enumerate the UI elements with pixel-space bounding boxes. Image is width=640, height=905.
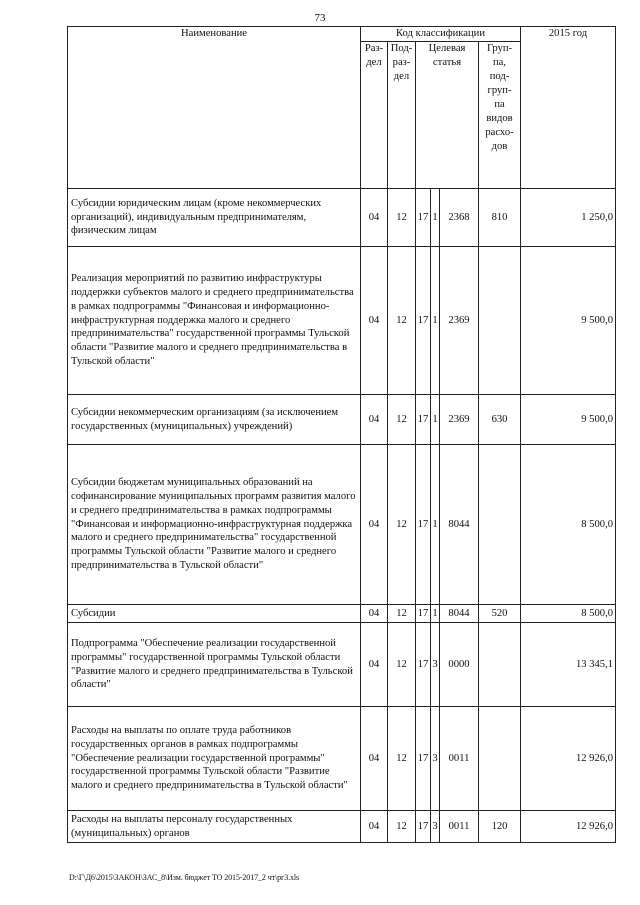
row-razdel: 04 bbox=[361, 605, 388, 623]
row-cs-subprogram: 1 bbox=[431, 445, 440, 605]
row-amount: 9 500,0 bbox=[521, 247, 616, 395]
row-podrazdel: 12 bbox=[388, 623, 416, 707]
row-cs-item: 0000 bbox=[440, 623, 479, 707]
row-amount: 1 250,0 bbox=[521, 189, 616, 247]
header-code: Код классификации bbox=[361, 27, 521, 42]
row-cs-item: 2368 bbox=[440, 189, 479, 247]
row-razdel: 04 bbox=[361, 623, 388, 707]
row-razdel: 04 bbox=[361, 189, 388, 247]
row-gruppa bbox=[479, 707, 521, 811]
row-podrazdel: 12 bbox=[388, 189, 416, 247]
row-name: Субсидии юридическим лицам (кроме некоммерческих организаций), индивидуальным предпринимателям, физическим лицам bbox=[68, 189, 361, 247]
row-name: Подпрограмма "Обеспечение реализации государственной программы" государственной программы Тульской области "Развитие малого и среднего предпринимательства в Тульской области" bbox=[68, 623, 361, 707]
row-amount: 9 500,0 bbox=[521, 395, 616, 445]
row-amount: 8 500,0 bbox=[521, 605, 616, 623]
row-cs-subprogram: 3 bbox=[431, 811, 440, 843]
row-name: Субсидии bbox=[68, 605, 361, 623]
header-celevaya: Целевая статья bbox=[416, 42, 479, 189]
row-gruppa: 810 bbox=[479, 189, 521, 247]
row-cs-subprogram: 3 bbox=[431, 707, 440, 811]
row-cs-subprogram: 1 bbox=[431, 605, 440, 623]
header-razdel: Раз- дел bbox=[361, 42, 388, 189]
row-gruppa bbox=[479, 445, 521, 605]
table-row bbox=[68, 445, 616, 605]
table-row bbox=[68, 395, 616, 445]
table-row bbox=[68, 707, 616, 811]
header-name: Наименование bbox=[68, 27, 361, 189]
row-cs-program: 17 bbox=[416, 811, 431, 843]
row-podrazdel: 12 bbox=[388, 811, 416, 843]
budget-table bbox=[67, 26, 616, 843]
row-cs-program: 17 bbox=[416, 623, 431, 707]
row-podrazdel: 12 bbox=[388, 605, 416, 623]
row-razdel: 04 bbox=[361, 445, 388, 605]
row-razdel: 04 bbox=[361, 395, 388, 445]
row-cs-program: 17 bbox=[416, 247, 431, 395]
row-gruppa: 520 bbox=[479, 605, 521, 623]
row-podrazdel: 12 bbox=[388, 445, 416, 605]
file-path-footer: D:\Г\Д6\2015\ЗАКОН\ЗАС_8\Изм. бюджет ТО 2015-2017_2 чт\рг3.xls bbox=[69, 873, 300, 882]
row-cs-item: 8044 bbox=[440, 445, 479, 605]
row-amount: 12 926,0 bbox=[521, 707, 616, 811]
table-row bbox=[68, 189, 616, 247]
row-gruppa bbox=[479, 247, 521, 395]
row-name: Субсидии бюджетам муниципальных образований на софинансирование муниципальных программ развития малого и среднего предпринимательства в рамках подпрограммы "Финансовая и информационно-инфраструктурная поддержка малого и среднего предпринимательства" государственной программы Тульской области "Развитие малого и среднего предпринимательства в Тульской области" bbox=[68, 445, 361, 605]
row-name: Расходы на выплаты персоналу государственных (муниципальных) органов bbox=[68, 811, 361, 843]
row-cs-subprogram: 1 bbox=[431, 189, 440, 247]
row-cs-program: 17 bbox=[416, 189, 431, 247]
table-row bbox=[68, 247, 616, 395]
row-podrazdel: 12 bbox=[388, 395, 416, 445]
row-cs-program: 17 bbox=[416, 445, 431, 605]
row-gruppa: 120 bbox=[479, 811, 521, 843]
row-amount: 8 500,0 bbox=[521, 445, 616, 605]
row-razdel: 04 bbox=[361, 247, 388, 395]
row-amount: 12 926,0 bbox=[521, 811, 616, 843]
row-cs-program: 17 bbox=[416, 395, 431, 445]
header-row-1 bbox=[68, 27, 616, 42]
row-name: Субсидии некоммерческим организациям (за исключением государственных (муниципальных) учреждений) bbox=[68, 395, 361, 445]
row-amount: 13 345,1 bbox=[521, 623, 616, 707]
row-cs-subprogram: 1 bbox=[431, 247, 440, 395]
table-row bbox=[68, 623, 616, 707]
row-razdel: 04 bbox=[361, 707, 388, 811]
row-cs-item: 2369 bbox=[440, 395, 479, 445]
page-number: 73 bbox=[314, 12, 326, 24]
row-cs-item: 8044 bbox=[440, 605, 479, 623]
row-cs-subprogram: 1 bbox=[431, 395, 440, 445]
row-cs-subprogram: 3 bbox=[431, 623, 440, 707]
row-cs-program: 17 bbox=[416, 605, 431, 623]
row-cs-item: 2369 bbox=[440, 247, 479, 395]
row-podrazdel: 12 bbox=[388, 247, 416, 395]
header-podrazdel: Под- раз- дел bbox=[388, 42, 416, 189]
row-razdel: 04 bbox=[361, 811, 388, 843]
row-cs-item: 0011 bbox=[440, 707, 479, 811]
row-cs-program: 17 bbox=[416, 707, 431, 811]
row-podrazdel: 12 bbox=[388, 707, 416, 811]
row-gruppa bbox=[479, 623, 521, 707]
row-name: Реализация мероприятий по развитию инфраструктуры поддержки субъектов малого и среднего предпринимательства в рамках подпрограммы "Финансовая и информационно-инфраструктурная поддержка малого и среднего предпринимательства" государственной программы Тульской области "Развитие малого и среднего предпринимательства в Тульской области" bbox=[68, 247, 361, 395]
row-gruppa: 630 bbox=[479, 395, 521, 445]
header-year: 2015 год bbox=[521, 27, 616, 189]
table-row bbox=[68, 811, 616, 843]
row-cs-item: 0011 bbox=[440, 811, 479, 843]
header-gruppa: Груп- па, под- груп- па видов расхо- дов bbox=[479, 42, 521, 189]
table-row bbox=[68, 605, 616, 623]
row-name: Расходы на выплаты по оплате труда работников государственных органов в рамках подпрограммы "Обеспечение реализации государственной программы" государственной программы Тульской области "Развитие малого и среднего предпринимательства в Тульской области" bbox=[68, 707, 361, 811]
